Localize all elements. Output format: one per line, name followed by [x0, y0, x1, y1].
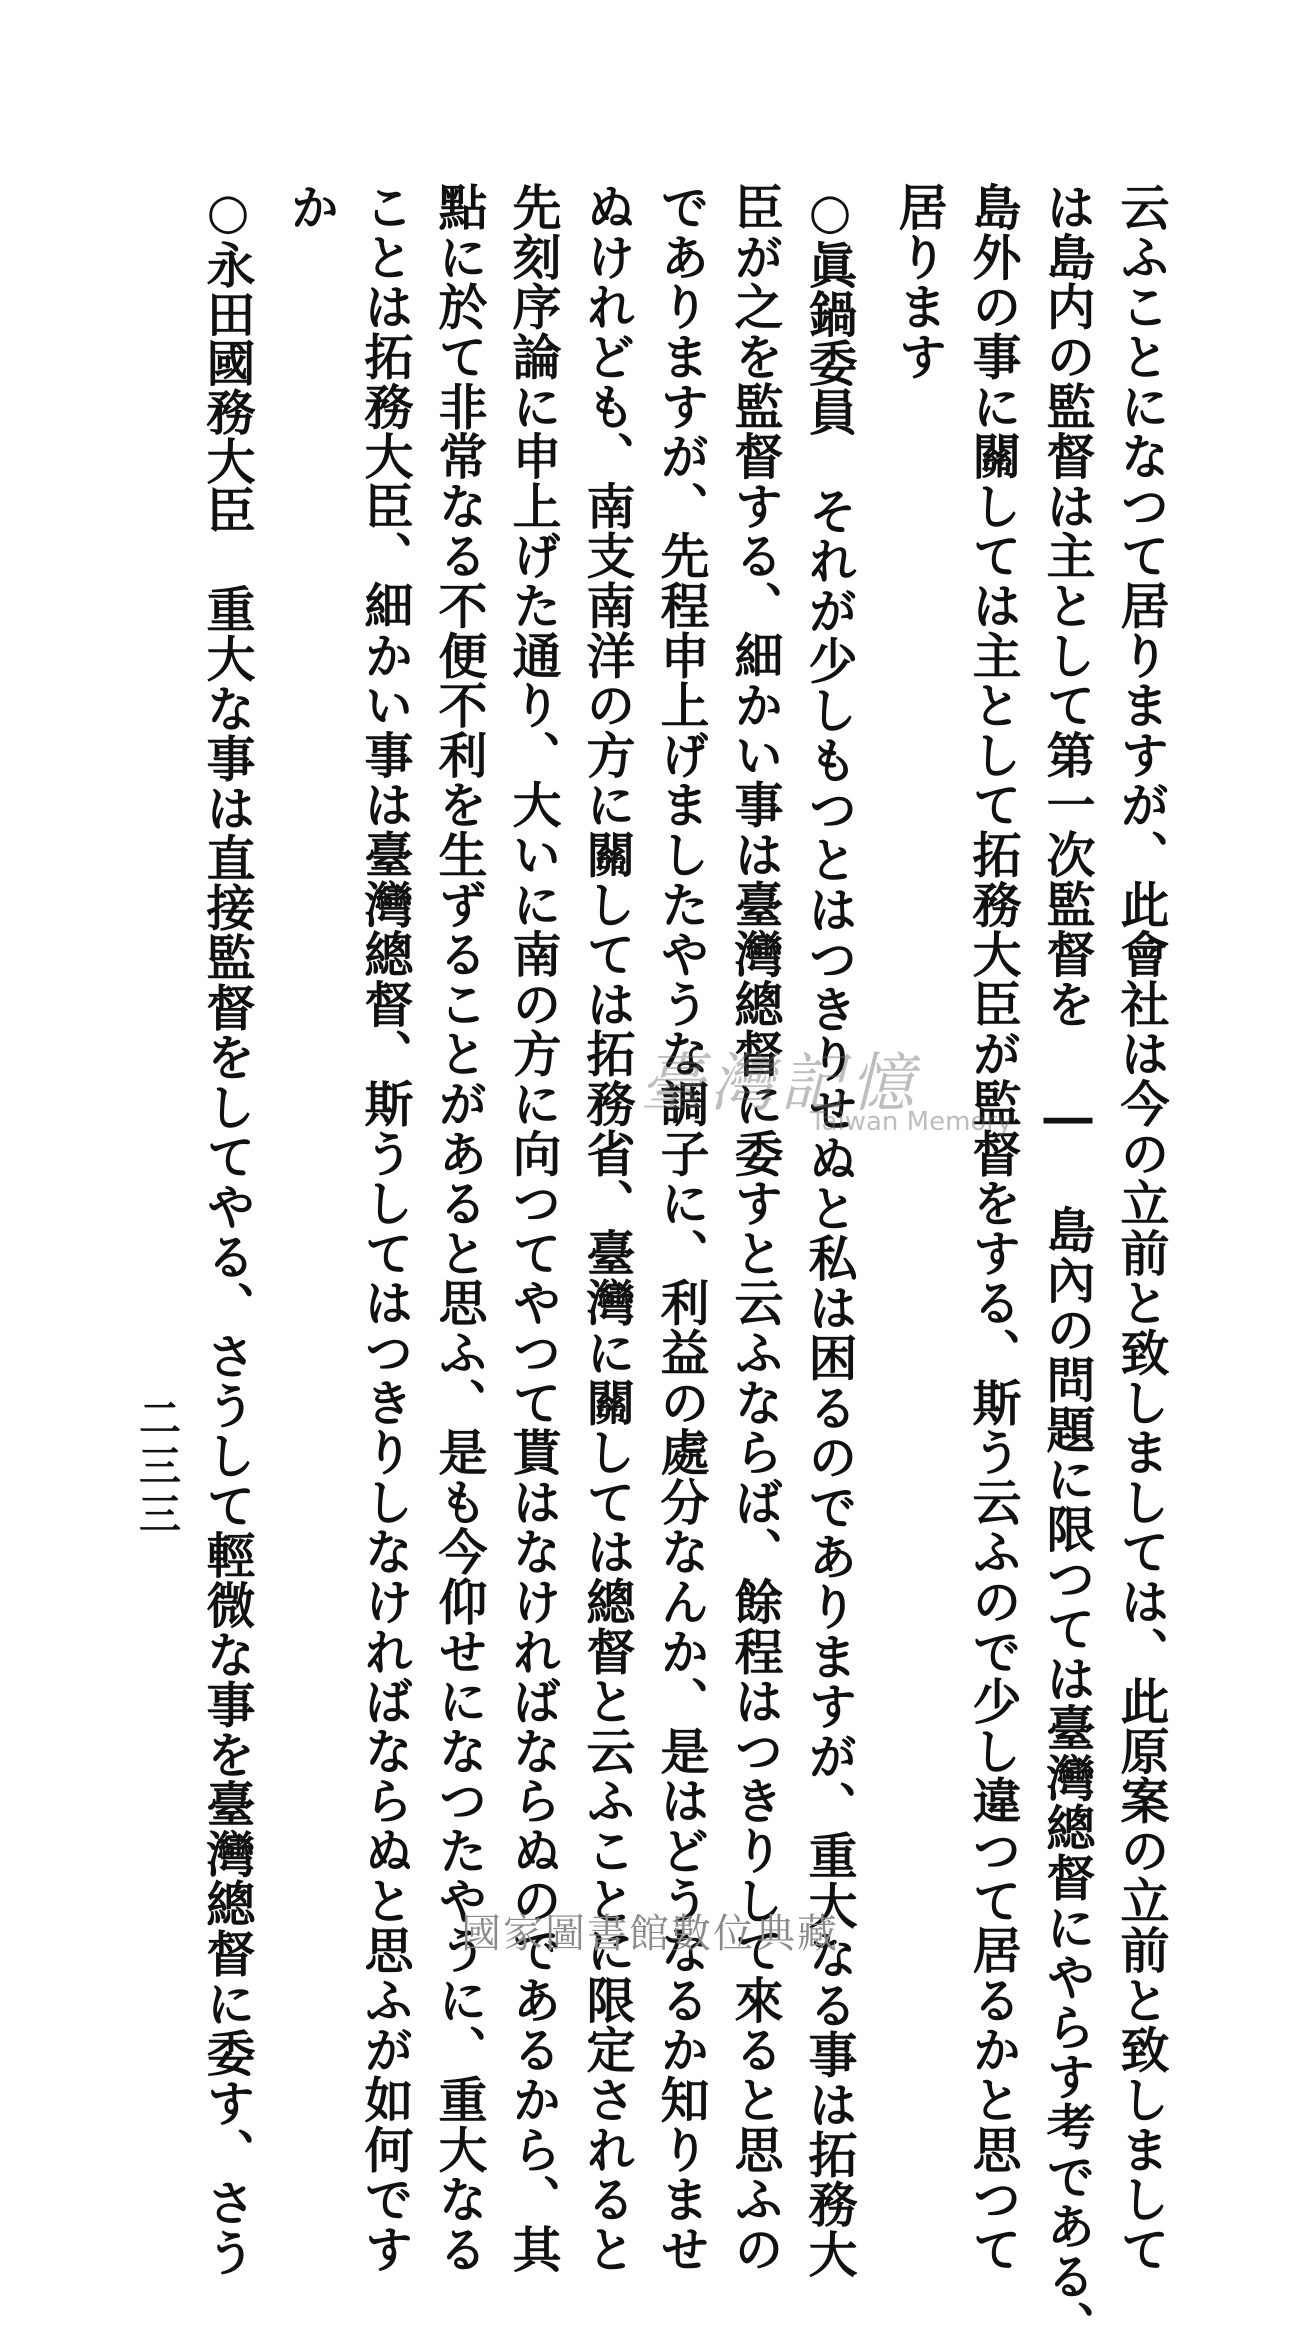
page-number: 二三三: [133, 1396, 182, 1540]
text-column-5: [792, 182, 868, 2279]
text-column-10: [422, 182, 498, 2274]
text-column-13: [190, 182, 266, 2277]
text-column-4: [882, 182, 958, 381]
column-text: 居ります: [891, 182, 949, 382]
column-text: ことは拓務大臣、細かい事は臺灣總督、斯うしてはつきりしなければならぬと思ふが如何です: [357, 182, 415, 2274]
column-text: 臣が之を監督する、細かい事は臺灣總督に委すと云ふならば、餘程はつきりして來ると思ふの: [727, 182, 785, 2274]
text-column-8: [570, 182, 646, 2274]
text-column-11: [348, 182, 424, 2274]
text-column-7: [644, 182, 720, 2274]
watermark-logo: [640, 1047, 1060, 1142]
watermark-main: 臺灣記憶: [640, 1047, 920, 1121]
column-text: ぬけれども、南支南洋の方に關しては拓務省、臺灣に關しては總督と云ふことに限定されると: [579, 182, 637, 2274]
text-column-2: [1030, 182, 1106, 2350]
column-text: 點に於て非常なる不便不利を生ずることがあると思ふ、是も今仰せになつたやうに、重大なる: [431, 182, 489, 2274]
column-text: 島外の事に關しては主として拓務大臣が監督をする、斯う云ふので少し違つて居るかと思つて: [965, 182, 1023, 2274]
watermark-sub: Taiwan Memory: [810, 1107, 1013, 1137]
speaker-name: ○永田國務大臣: [199, 182, 257, 534]
column-text: それが少しもつとはつきりせぬと私は困るのでありますが、重大なる事は拓務大: [801, 436, 859, 2279]
speaker-name: ○眞鍋委員: [801, 182, 859, 436]
column-text: 先刻序論に申上げた通り、大いに南の方に向つてやつて貰はなければならぬのであるから、其: [505, 182, 563, 2274]
footer-credit: 國家圖書館數位典藏: [461, 1911, 839, 1957]
text-column-6: [718, 182, 794, 2274]
column-text: でありますが、先程申上げましたやうな調子に、利益の處分なんか、是はどうなるか知りませ: [653, 182, 711, 2274]
column-text: 重大な事は直接監督をしてやる、さうして輕微な事を臺灣總督に委す、さう: [199, 534, 257, 2277]
column-text: 云ふことになつて居りますが、此會社は今の立前と致しましては、此原案の立前と致しまして: [1113, 182, 1171, 2274]
text-column-1: [1104, 182, 1180, 2274]
text-column-9: [496, 182, 572, 2274]
text-column-12: [274, 182, 350, 232]
column-text: か: [283, 182, 341, 232]
text-column-3: [956, 182, 1032, 2274]
column-text: は島内の監督は主として第一次監督を ― 島內の問題に限つては臺灣總督にやらす考である、: [1039, 182, 1097, 2350]
